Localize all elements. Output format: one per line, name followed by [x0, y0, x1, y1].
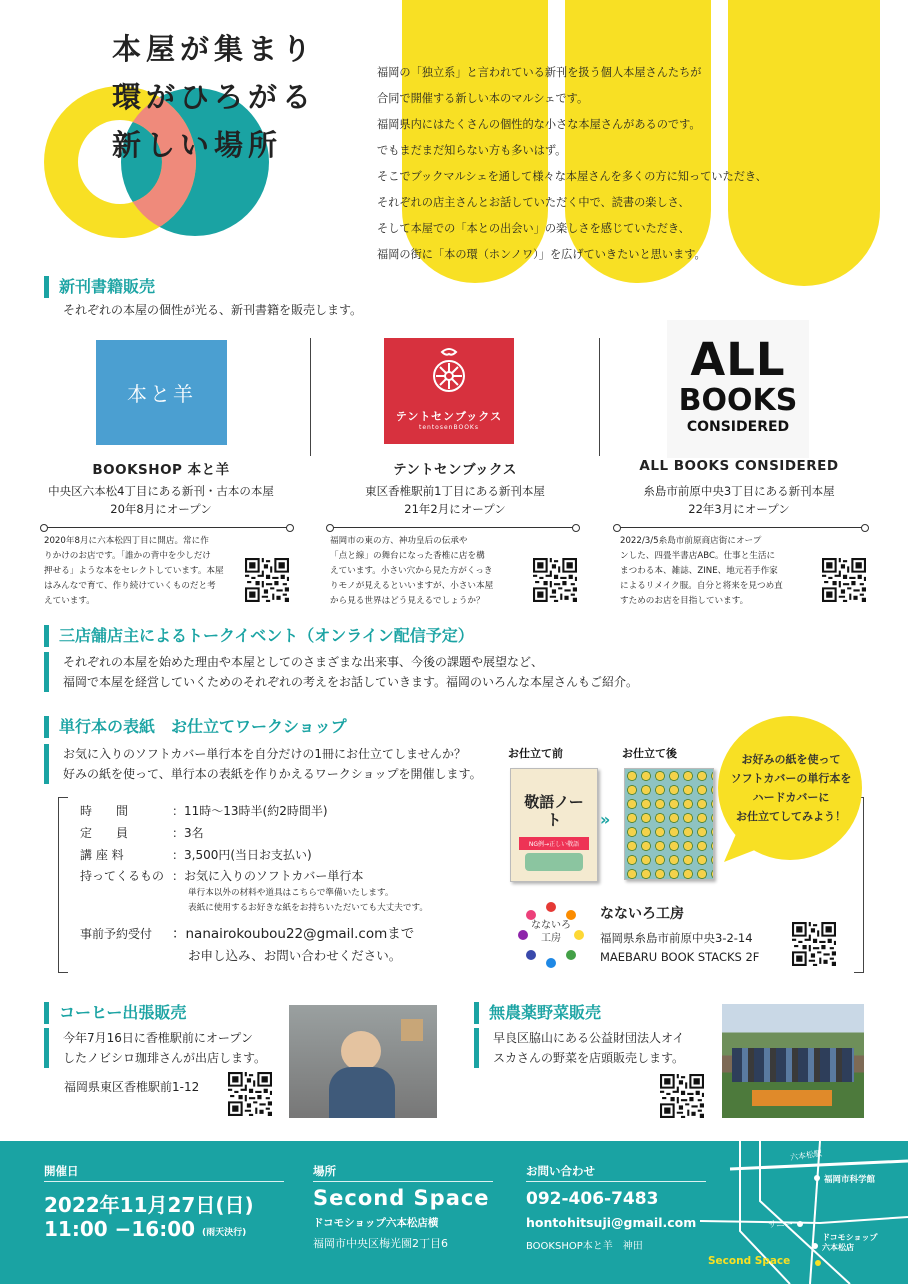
- vegetable-farm-photo: [722, 1004, 864, 1118]
- hon-to-hitsuji-logo: [96, 340, 227, 445]
- desc-line: えています。: [44, 596, 95, 606]
- desc-line: りモノが見えるといいますが、小さい本屋: [330, 581, 494, 591]
- shop-name: テントセンブックス: [393, 462, 517, 478]
- logo-line: ALL: [690, 333, 786, 386]
- after-label: お仕立て後: [622, 747, 677, 760]
- desc-line: はみんなで育て、作り続けていくものだと考: [44, 581, 216, 591]
- book-cover-title: 敬語ノート: [524, 793, 584, 829]
- desc-line: まつわる本、雑誌、ZINE、地元若手作家: [620, 566, 778, 576]
- desc-line: りかけのお店です。「誰かの背中を少しだけ: [44, 551, 211, 561]
- intro-text: [377, 60, 767, 268]
- coffee-photo: [289, 1005, 437, 1118]
- shop-address: 糸島市前原中央3丁目にある新刊本屋: [643, 484, 835, 498]
- detail-row-bring: 持ってくるもの ：お気に入りのソフトカバー単行本: [80, 869, 364, 883]
- arrow-right-icon: »: [600, 810, 611, 829]
- bubble-line: ハードカバーに: [752, 791, 830, 804]
- coffee-address: 福岡県東区香椎駅前1-12: [64, 1080, 200, 1094]
- main-title-line1: 本屋が集まり: [112, 32, 317, 66]
- desc-line: 福岡市の東の方、神功皇后の伝承や: [330, 536, 468, 546]
- intro-line: 福岡県内にはたくさんの個性的な小さな本屋さんがあるのです。: [377, 118, 701, 131]
- logo-subtext: tentosenBOOKs: [418, 424, 479, 431]
- map-label-line: ドコモショップ: [822, 1233, 878, 1242]
- map-label-museum: 福岡市科学館: [824, 1175, 876, 1185]
- desc-line: ンした、四畳半書店ABC。仕事と生活に: [620, 551, 776, 561]
- workshop-line: 好みの紙を使って、単行本の表紙を作りかえるワークショップを開催します。: [63, 767, 482, 781]
- shop-address: 東区香椎駅前1丁目にある新刊本屋: [365, 484, 545, 498]
- before-label: お仕立て前: [508, 747, 563, 760]
- coffee-line: したノビシロ珈琲さんが出店します。: [63, 1051, 267, 1065]
- talk-line: それぞれの本屋を始めた理由や本屋としてのさまざまな出来事、今後の課題や展望など、: [63, 655, 544, 669]
- divider: [599, 338, 600, 456]
- contact-email[interactable]: hontohitsuji@gmail.com: [526, 1215, 697, 1230]
- studio-address-2: MAEBARU BOOK STACKS 2F: [600, 950, 760, 964]
- detail-row-fee: 講 座 料 ：3,500円(当日お支払い): [80, 848, 312, 862]
- bubble-line: お仕立てしてみよう！: [736, 810, 846, 823]
- contact-name: BOOKSHOP本と羊 神田: [526, 1241, 643, 1252]
- section-sub-book-sales: それぞれの本屋の個性が光る、新刊書籍を販売します。: [63, 303, 363, 317]
- studio-logo-text: [521, 919, 581, 945]
- desc-line: すためのお店を目指しています。: [620, 596, 749, 606]
- bubble-text: [716, 750, 866, 826]
- event-time-note: (雨天決行): [202, 1228, 247, 1238]
- shop-opened: 21年2月にオープン: [404, 502, 506, 516]
- contact-phone[interactable]: 092-406-7483: [526, 1189, 659, 1209]
- desc-line: 2020年8月に六本松四丁目に開店。常に作: [44, 536, 209, 546]
- qr-code-icon[interactable]: [792, 922, 836, 966]
- map-label-line: 六本松店: [822, 1243, 854, 1252]
- section-body-coffee: [44, 1028, 266, 1068]
- map-label-venue: Second Space: [708, 1255, 791, 1267]
- desc-line: によるリメイク服。自分と将来を見つめ直: [620, 581, 783, 591]
- divider-rule: [330, 527, 576, 528]
- shop-name: BOOKSHOP 本と羊: [92, 462, 230, 478]
- map-label-sunny: サニー: [768, 1220, 794, 1230]
- desc-line: から見る世界はどう見えるでしょうか？: [330, 596, 485, 606]
- desc-line: 押せる」ような本をセレクトしています。本屋: [44, 566, 224, 576]
- venue-name: Second Space: [313, 1186, 490, 1210]
- note-line: 表紙に使用するお好きな紙をお持ちいただいても大丈夫です。: [188, 903, 428, 913]
- shop-name: ALL BOOKS CONSIDERED: [639, 458, 839, 474]
- qr-code-icon[interactable]: [822, 558, 866, 602]
- main-title-line2: 環がひろがる: [112, 80, 317, 114]
- logo-line: 工房: [541, 933, 561, 944]
- shop-description: [44, 534, 224, 609]
- detail-notes: [188, 886, 428, 916]
- logo-line: なないろ: [531, 920, 571, 931]
- shop-description: [620, 534, 783, 609]
- footer-divider: [526, 1181, 706, 1182]
- talk-line: 福岡で本屋を経営していくためのそれぞれの考えをお話していきます。福岡のいろんな本屋さんもご紹介。: [63, 675, 639, 689]
- divider-rule: [44, 527, 290, 528]
- intro-line: 福岡の「独立系」と言われている新刊を扱う個人本屋さんたちが: [377, 66, 702, 79]
- section-body-talk: [44, 652, 638, 692]
- section-heading-vegetables: 無農薬野菜販売: [474, 1002, 601, 1024]
- logo-text: 本と羊: [127, 382, 196, 406]
- section-body-vegetables: [474, 1028, 684, 1068]
- intro-line: 福岡の街に「本の環（ホンノワ）」を広げていきたいと思います。: [377, 248, 706, 261]
- section-heading-workshop: 単行本の表紙 お仕立てワークショップ: [44, 716, 347, 738]
- book-cover-tag: NG例→正しい敬語: [519, 837, 589, 850]
- desc-line: 「点と線」の舞台になった香椎に店を構: [330, 551, 485, 561]
- divider: [310, 338, 311, 456]
- section-heading-book-sales: 新刊書籍販売: [44, 276, 155, 298]
- desc-line: 2022/3/5糸島市前原商店街にオープ: [620, 536, 762, 546]
- venue-address: 福岡市中央区梅光園2丁目6: [313, 1237, 448, 1250]
- shop-opened: 20年8月にオープン: [110, 502, 212, 516]
- detail-row-reserve: 事前予約受付 ：nanairokoubou22@gmail.comまで: [80, 926, 415, 942]
- event-time: 11:00 −16:00: [44, 1217, 196, 1241]
- logo-line: BOOKS: [678, 383, 798, 418]
- qr-code-icon[interactable]: [533, 558, 577, 602]
- all-books-considered-logo: [667, 320, 809, 458]
- studio-name: なないろ工房: [600, 906, 684, 922]
- venue-sub: ドコモショップ六本松店横: [313, 1217, 439, 1229]
- map-label-station: 六本松駅: [789, 1148, 823, 1163]
- detail-row-capacity: 定 員 ：3名: [80, 826, 204, 840]
- studio-address: 福岡県糸島市前原中央3-2-14: [600, 931, 753, 945]
- section-heading-talk: 三店舗店主によるトークイベント（オンライン配信予定）: [44, 625, 474, 647]
- veg-line: 早良区脇山にある公益財団法人オイ: [493, 1031, 685, 1045]
- tentosen-logo: [384, 338, 514, 444]
- veg-line: スカさんの野菜を店頭販売します。: [493, 1051, 685, 1065]
- divider-rule: [617, 527, 865, 528]
- footer-divider: [44, 1181, 284, 1182]
- main-title-line3: 新しい場所: [112, 128, 283, 162]
- qr-code-icon[interactable]: [228, 1072, 272, 1116]
- shop-opened: 22年3月にオープン: [688, 502, 790, 516]
- after-book-image: [624, 768, 714, 880]
- footer-divider: [313, 1181, 493, 1182]
- bubble-line: お好みの紙を使って: [741, 753, 841, 766]
- shop-description: [330, 534, 493, 609]
- flower-icon: [428, 346, 470, 402]
- workshop-line: お気に入りのソフトカバー単行本を自分だけの1冊にお仕立てしませんか？: [63, 747, 467, 761]
- before-book-image: [510, 768, 598, 882]
- footer-place-label: 場所: [313, 1164, 336, 1178]
- map-label-docomo: [822, 1233, 878, 1253]
- reserve-email-link[interactable]: ：nanairokoubou22@gmail.comまで: [172, 926, 415, 942]
- logo-text: テントセンブックス: [395, 410, 503, 423]
- qr-code-icon[interactable]: [660, 1074, 704, 1118]
- intro-line: でもまだまだ知らない方も多いはず。: [377, 144, 567, 157]
- logo-line: CONSIDERED: [686, 419, 790, 435]
- footer-contact-label: お問い合わせ: [526, 1164, 595, 1178]
- intro-line: 合同で開催する新しい本のマルシェです。: [377, 92, 589, 105]
- bubble-line: ソフトカバーの単行本を: [730, 772, 852, 785]
- coffee-line: 今年7月16日に香椎駅前にオープン: [63, 1031, 253, 1045]
- footer-date-label: 開催日: [44, 1164, 79, 1178]
- intro-line: そこでブックマルシェを通して様々な本屋さんを多くの方に知っていただき、: [377, 170, 767, 183]
- detail-row-time: 時 間 ：11時〜13時半(約2時間半): [80, 804, 328, 818]
- qr-code-icon[interactable]: [245, 558, 289, 602]
- section-body-workshop: [44, 744, 482, 784]
- section-heading-coffee: コーヒー出張販売: [44, 1002, 186, 1024]
- note-line: 単行本以外の材料や道具はこちらで準備いたします。: [188, 888, 394, 898]
- desc-line: えています。小さい穴から見た方がくっき: [330, 566, 493, 576]
- event-date: 2022年11月27日(日): [44, 1193, 254, 1217]
- intro-line: そして本屋での「本との出会い」の楽しさを感じていただき、: [377, 222, 690, 235]
- shop-address: 中央区六本松4丁目にある新刊・古本の本屋: [48, 484, 274, 498]
- reserve-line2: お申し込み、お問い合わせください。: [188, 948, 402, 963]
- intro-line: それぞれの店主さんとお話していただく中で、読書の楽しさ、: [377, 196, 690, 209]
